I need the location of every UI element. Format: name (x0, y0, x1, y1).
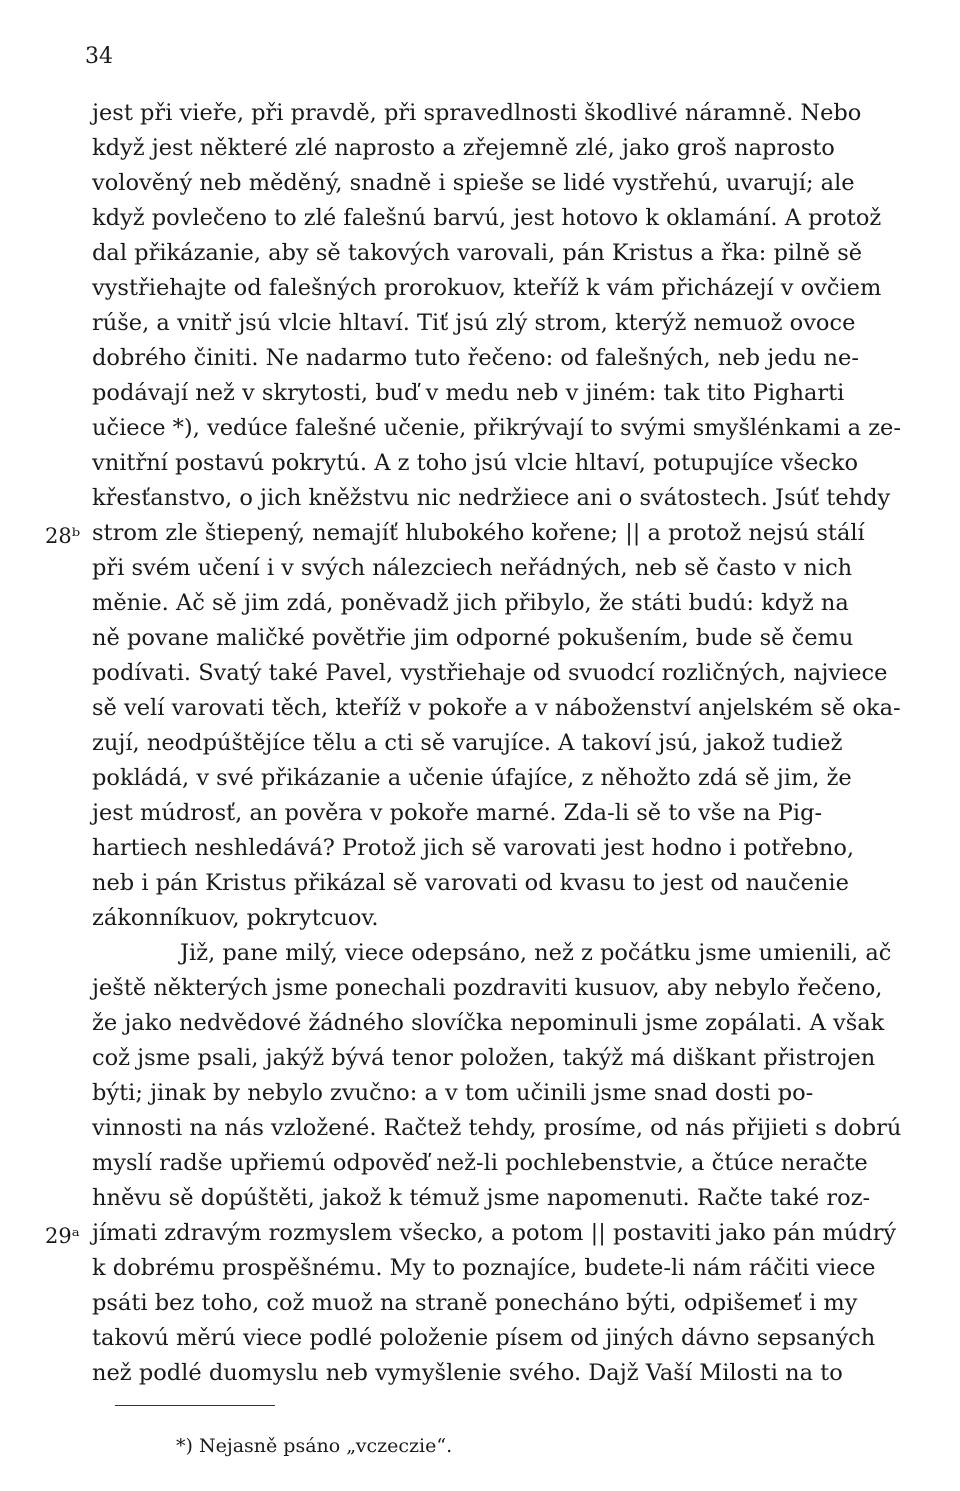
text-line: sě velí varovati těch, kteříž v pokoře a v náboženství anjelském sě oka- (92, 695, 901, 721)
text-line: pokládá, v své přikázanie a učenie úfajíce, z něhožto zdá sě jim, že (92, 765, 852, 791)
text-line: při svém učení i v svých nálezciech neřádných, neb sě často v nich (92, 555, 853, 581)
text-line: ještě některých jsme ponechali pozdraviti kusuov, aby nebylo řečeno, (92, 975, 883, 1001)
text-line: že jako nedvědové žádného slovíčka nepominuli jsme zopálati. A však (92, 1010, 885, 1036)
text-line: zují, neodpúštějíce tělu a cti sě varujíce. A takoví jsú, jakož tudiež (92, 730, 843, 756)
text-line: než podlé duomyslu neb vymyšlenie svého. Dajž Vaší Milosti na to (92, 1360, 843, 1386)
text-line: hněvu sě dopúštěti, jakož k témuž jsme napomenuti. Račte také roz- (92, 1185, 871, 1211)
text-line: dal přikázanie, aby sě takových varovali, pán Kristus a řka: pilně sě (92, 240, 863, 266)
text-line: zákonníkuov, pokrytcuov. (92, 905, 379, 931)
text-line: když jest některé zlé naprosto a zřejemně zlé, jako groš naprosto (92, 135, 835, 161)
text-line: křesťanstvo, o jich kněžstvu nic nedržiece ani o svátostech. Jsúť tehdy (92, 485, 891, 511)
text-line: takovú měrú viece podlé položenie písem od jiných dávno sepsaných (92, 1325, 876, 1351)
margin-note: 29ᵃ (45, 1224, 80, 1248)
text-line: jest múdrosť, an pověra v pokoře marné. Zda-li sě to vše na Pig- (92, 800, 823, 826)
text-line: vystřiehajte od falešných prorokuov, kteříž k vám přicházejí v ovčiem (92, 275, 882, 301)
text-line: Již, pane milý, viece odepsáno, než z počátku jsme umienili, ač (180, 940, 892, 966)
page-number: 34 (85, 44, 113, 69)
text-line: dobrého činiti. Ne nadarmo tuto řečeno: od falešných, neb jedu ne- (92, 345, 859, 371)
footnote-rule (115, 1405, 275, 1406)
text-line: strom zle štiepený, nemajíť hlubokého kořene; || a protož nejsú stálí (92, 520, 865, 546)
footnote: *) Nejasně psáno „vczeczie“. (176, 1435, 453, 1457)
text-line: neb i pán Kristus přikázal sě varovati od kvasu to jest od naučenie (92, 870, 849, 896)
text-line: rúše, a vnitř jsú vlcie hltaví. Tiť jsú zlý strom, kterýž nemuož ovoce (92, 310, 856, 336)
text-line: ně povane maličké povětřie jim odporné pokušením, bude sě čemu (92, 625, 854, 651)
text-line: hartiech neshledává? Protož jich sě varovati jest hodno i potřebno, (92, 835, 855, 861)
text-line: k dobrému prospěšnému. My to poznajíce, budete-li nám ráčiti viece (92, 1255, 876, 1281)
text-line: býti; jinak by nebylo zvučno: a v tom učinili jsme snad dosti po- (92, 1080, 814, 1106)
text-line: vnitřní postavú pokrytú. A z toho jsú vlcie hltaví, potupujíce všecko (92, 450, 859, 476)
text-line: což jsme psali, jakýž bývá tenor položen, takýž má diškant přistrojen (92, 1045, 876, 1071)
margin-note: 28ᵇ (45, 524, 81, 548)
text-line: jest při vieře, při pravdě, při spravedlnosti škodlivé náramně. Nebo (92, 100, 862, 126)
text-line: myslí radše upřiemú odpověď než-li pochlebenstvie, a čtúce neračte (92, 1150, 868, 1176)
text-line: učiece *), vedúce falešné učenie, přikrývají to svými smyšlénkami a ze- (92, 415, 901, 441)
text-line: jímati zdravým rozmyslem všecko, a potom || postaviti jako pán múdrý (92, 1220, 897, 1246)
text-line: měnie. Ač sě jim zdá, poněvadž jich přibylo, že státi budú: když na (92, 590, 849, 616)
text-line: vinnosti na nás vzložené. Račtež tehdy, prosíme, od nás přijieti s dobrú (92, 1115, 902, 1141)
text-line: když povlečeno to zlé falešnú barvú, jest hotovo k oklamání. A protož (92, 205, 882, 231)
text-line: volověný neb měděný, snadně i spieše se lidé vystřehú, uvarují; ale (92, 170, 855, 196)
text-line: podívati. Svatý také Pavel, vystřiehaje od svuodcí rozličných, najviece (92, 660, 888, 686)
text-line: podávají než v skrytosti, buď v medu neb v jiném: tak tito Pigharti (92, 380, 845, 406)
text-line: psáti bez toho, což muož na straně ponecháno býti, odpišemeť i my (92, 1290, 858, 1316)
